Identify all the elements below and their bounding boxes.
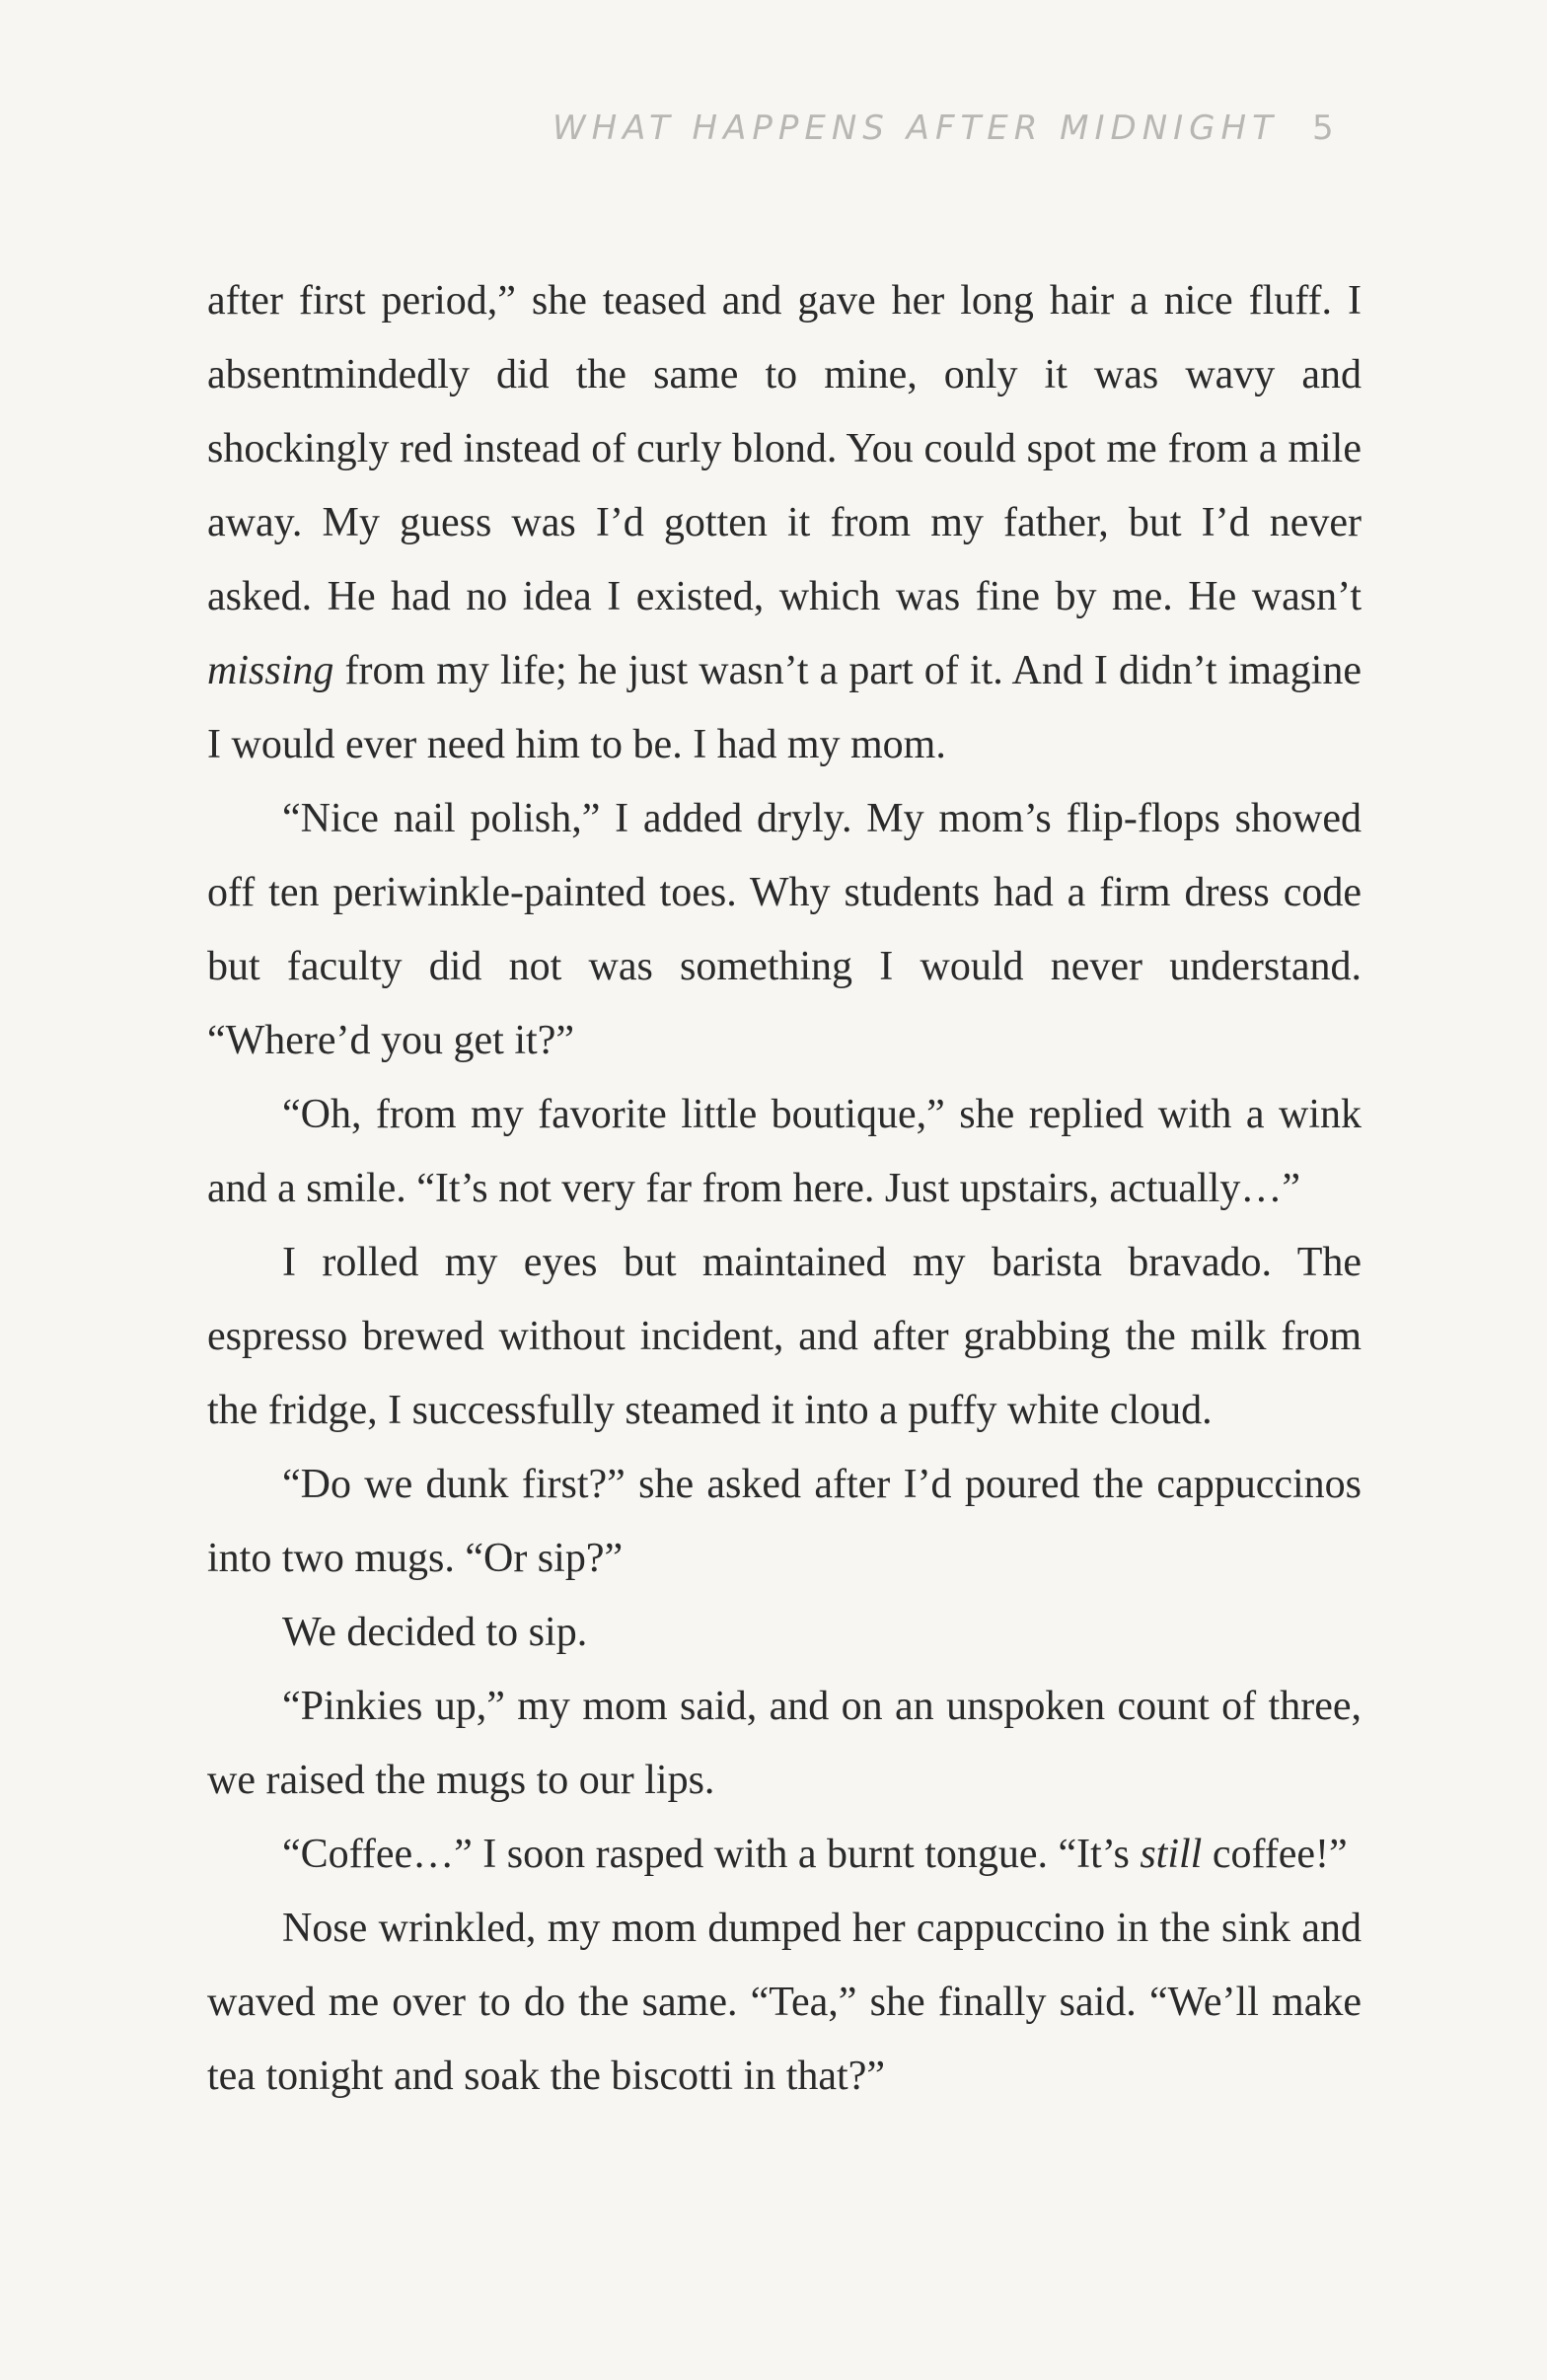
italic-run: missing xyxy=(207,648,334,693)
italic-run: still xyxy=(1140,1832,1203,1877)
text-run: coffee!” xyxy=(1202,1832,1348,1877)
text-run: “Nice nail polish,” I added dryly. My mom’s flip-flops showed off ten periwinkle-painted toes. Why students had a firm dress code but faculty did not was something I would never understand. “Where’d you get it?” xyxy=(207,796,1362,1063)
paragraph-9 xyxy=(207,1892,1362,2114)
text-run: “Oh, from my favorite little boutique,” she replied with a wink and a smile. “It’s not very far from here. Just upstairs, actually…” xyxy=(207,1092,1362,1211)
paragraph-5 xyxy=(207,1448,1362,1596)
paragraph-4 xyxy=(207,1226,1362,1448)
page-number: 5 xyxy=(1312,108,1340,148)
paragraph-7 xyxy=(207,1670,1362,1818)
text-run: “Do we dunk first?” she asked after I’d poured the cappuccinos into two mugs. “Or sip?” xyxy=(207,1462,1362,1581)
text-run: I rolled my eyes but maintained my barista bravado. The espresso brewed without incident, and after grabbing the milk from the fridge, I successfully steamed it into a puffy white cloud. xyxy=(207,1240,1362,1433)
body-text xyxy=(207,264,1362,2114)
text-run: We decided to sip. xyxy=(282,1610,588,1655)
running-title: WHAT HAPPENS AFTER MIDNIGHT xyxy=(552,108,1279,148)
running-header xyxy=(552,108,1362,168)
paragraph-2 xyxy=(207,782,1362,1078)
paragraph-1 xyxy=(207,264,1362,782)
paragraph-8 xyxy=(207,1818,1362,1892)
text-run: after first period,” she teased and gave her long hair a nice fluff. I absentmindedly did the same to mine, only it was wavy and shockingly red instead of curly blond. You could spot me from a mile away. My guess was I’d gotten it from my father, but I’d never asked. He had no idea I existed, which was fine by me. He wasn’t xyxy=(207,278,1362,619)
text-run: Nose wrinkled, my mom dumped her cappuccino in the sink and waved me over to do the same. “Tea,” she finally said. “We’ll make tea tonight and soak the biscotti in that?” xyxy=(207,1906,1362,2099)
text-run: “Pinkies up,” my mom said, and on an unspoken count of three, we raised the mugs to our lips. xyxy=(207,1684,1362,1803)
paragraph-6 xyxy=(207,1596,1362,1670)
paragraph-3 xyxy=(207,1078,1362,1226)
text-run: from my life; he just wasn’t a part of it. And I didn’t imagine I would ever need him to be. I had my mom. xyxy=(207,648,1362,767)
text-run: “Coffee…” I soon rasped with a burnt tongue. “It’s xyxy=(282,1832,1141,1877)
